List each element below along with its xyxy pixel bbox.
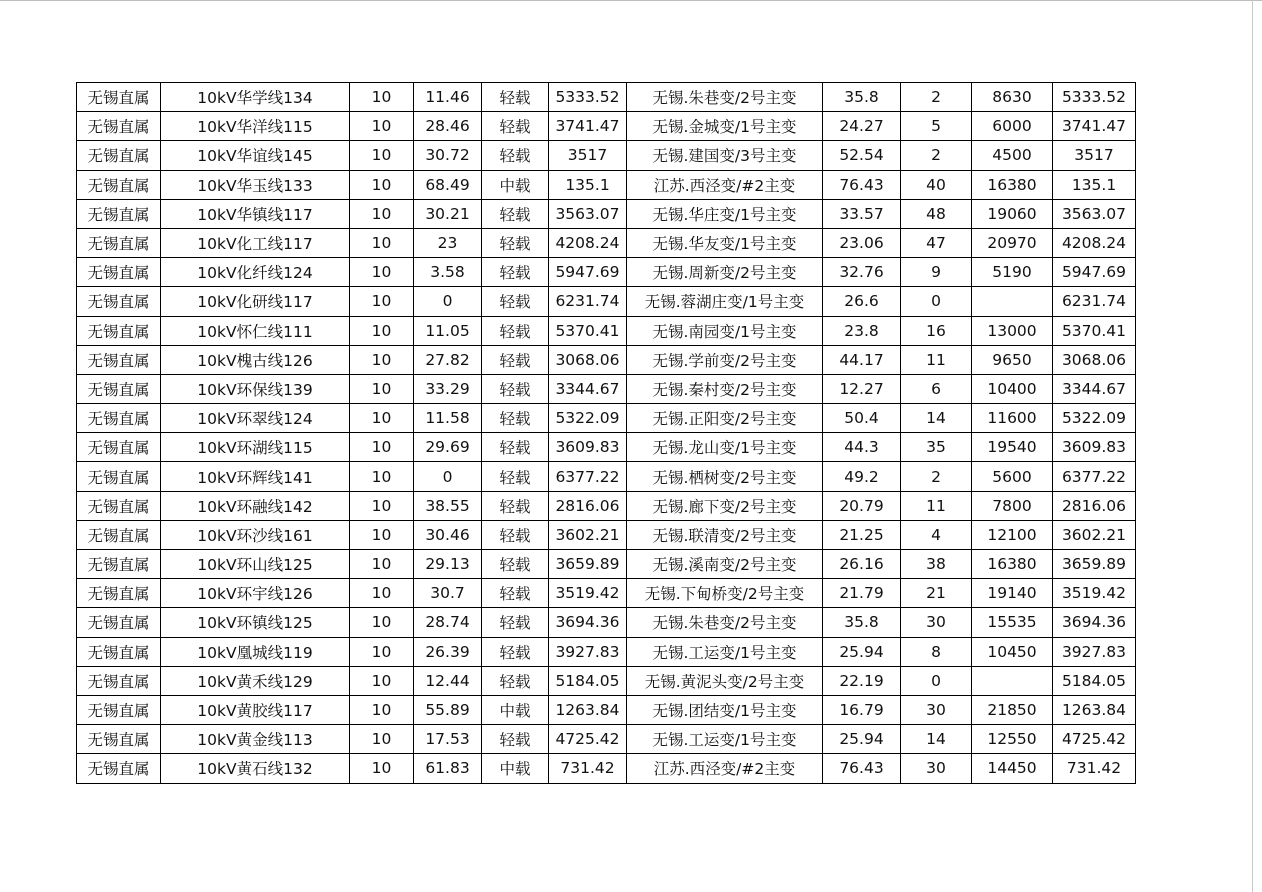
count-cell: 30 <box>901 695 972 724</box>
region-cell: 无锡直属 <box>77 316 161 345</box>
margin-cell: 5184.05 <box>1053 666 1136 695</box>
feeder-line-cell: 10kV环宇线126 <box>161 579 350 608</box>
table-row <box>77 695 1136 724</box>
voltage-cell: 10 <box>350 141 414 170</box>
feeder-line-cell: 10kV黄禾线129 <box>161 666 350 695</box>
load-rate-cell: 11.05 <box>414 316 482 345</box>
region-cell: 无锡直属 <box>77 374 161 403</box>
feeder-line-cell: 10kV环山线125 <box>161 550 350 579</box>
capacity-cell: 3609.83 <box>549 433 627 462</box>
capacity-total-cell: 10450 <box>972 637 1053 666</box>
capacity-total-cell: 6000 <box>972 112 1053 141</box>
count-cell: 2 <box>901 462 972 491</box>
load-rate-cell: 0 <box>414 462 482 491</box>
margin-cell: 5947.69 <box>1053 258 1136 287</box>
load-rate-cell: 30.21 <box>414 199 482 228</box>
load-status-cell: 轻载 <box>482 258 549 287</box>
capacity-total-cell: 15535 <box>972 608 1053 637</box>
capacity-total-cell: 19060 <box>972 199 1053 228</box>
count-cell: 0 <box>901 287 972 316</box>
feeder-line-cell: 10kV化研线117 <box>161 287 350 316</box>
substation-transformer-cell: 无锡.黄泥头变/2号主变 <box>627 666 823 695</box>
capacity-total-cell: 12100 <box>972 520 1053 549</box>
count-cell: 2 <box>901 141 972 170</box>
count-cell: 35 <box>901 433 972 462</box>
capacity-cell: 3927.83 <box>549 637 627 666</box>
capacity-cell: 3563.07 <box>549 199 627 228</box>
voltage-cell: 10 <box>350 579 414 608</box>
transformer-load-cell: 22.19 <box>823 666 901 695</box>
table-row <box>77 112 1136 141</box>
table-row <box>77 579 1136 608</box>
margin-cell: 4208.24 <box>1053 228 1136 257</box>
load-status-cell: 中载 <box>482 754 549 783</box>
load-status-cell: 轻载 <box>482 579 549 608</box>
region-cell: 无锡直属 <box>77 550 161 579</box>
substation-transformer-cell: 无锡.工运变/1号主变 <box>627 725 823 754</box>
region-cell: 无锡直属 <box>77 725 161 754</box>
page-right-border <box>1252 0 1253 892</box>
region-cell: 无锡直属 <box>77 637 161 666</box>
capacity-cell: 5947.69 <box>549 258 627 287</box>
feeder-line-cell: 10kV黄金线113 <box>161 725 350 754</box>
transformer-load-cell: 25.94 <box>823 725 901 754</box>
feeder-line-cell: 10kV化工线117 <box>161 228 350 257</box>
load-status-cell: 轻载 <box>482 316 549 345</box>
capacity-total-cell: 10400 <box>972 374 1053 403</box>
feeder-line-cell: 10kV凰城线119 <box>161 637 350 666</box>
feeder-line-cell: 10kV华学线134 <box>161 83 350 112</box>
table-row <box>77 258 1136 287</box>
region-cell: 无锡直属 <box>77 141 161 170</box>
load-status-cell: 轻载 <box>482 550 549 579</box>
substation-transformer-cell: 无锡.朱巷变/2号主变 <box>627 83 823 112</box>
region-cell: 无锡直属 <box>77 433 161 462</box>
capacity-cell: 1263.84 <box>549 695 627 724</box>
voltage-cell: 10 <box>350 404 414 433</box>
voltage-cell: 10 <box>350 374 414 403</box>
transformer-load-cell: 26.6 <box>823 287 901 316</box>
margin-cell: 4725.42 <box>1053 725 1136 754</box>
region-cell: 无锡直属 <box>77 287 161 316</box>
region-cell: 无锡直属 <box>77 199 161 228</box>
voltage-cell: 10 <box>350 316 414 345</box>
margin-cell: 3068.06 <box>1053 345 1136 374</box>
substation-transformer-cell: 无锡.廊下变/2号主变 <box>627 491 823 520</box>
table-row <box>77 374 1136 403</box>
load-status-cell: 轻载 <box>482 345 549 374</box>
load-rate-cell: 11.58 <box>414 404 482 433</box>
feeder-line-cell: 10kV环镇线125 <box>161 608 350 637</box>
load-rate-cell: 3.58 <box>414 258 482 287</box>
substation-transformer-cell: 无锡.团结变/1号主变 <box>627 695 823 724</box>
load-rate-cell: 27.82 <box>414 345 482 374</box>
table-row <box>77 404 1136 433</box>
feeder-line-cell: 10kV怀仁线111 <box>161 316 350 345</box>
table-row <box>77 550 1136 579</box>
transformer-load-cell: 76.43 <box>823 754 901 783</box>
margin-cell: 6231.74 <box>1053 287 1136 316</box>
count-cell: 14 <box>901 404 972 433</box>
voltage-cell: 10 <box>350 608 414 637</box>
region-cell: 无锡直属 <box>77 112 161 141</box>
load-rate-cell: 26.39 <box>414 637 482 666</box>
feeder-line-cell: 10kV化纤线124 <box>161 258 350 287</box>
load-rate-cell: 29.13 <box>414 550 482 579</box>
capacity-cell: 5184.05 <box>549 666 627 695</box>
substation-transformer-cell: 无锡.正阳变/2号主变 <box>627 404 823 433</box>
table-row <box>77 491 1136 520</box>
capacity-cell: 3659.89 <box>549 550 627 579</box>
feeder-line-cell: 10kV环翠线124 <box>161 404 350 433</box>
capacity-total-cell: 21850 <box>972 695 1053 724</box>
feeder-line-cell: 10kV环湖线115 <box>161 433 350 462</box>
count-cell: 48 <box>901 199 972 228</box>
margin-cell: 2816.06 <box>1053 491 1136 520</box>
feeder-line-cell: 10kV华镇线117 <box>161 199 350 228</box>
feeder-line-cell: 10kV华洋线115 <box>161 112 350 141</box>
substation-transformer-cell: 无锡.南园变/1号主变 <box>627 316 823 345</box>
capacity-cell: 3068.06 <box>549 345 627 374</box>
transformer-load-cell: 44.3 <box>823 433 901 462</box>
substation-transformer-cell: 无锡.栖树变/2号主变 <box>627 462 823 491</box>
substation-transformer-cell: 江苏.西泾变/#2主变 <box>627 170 823 199</box>
transformer-load-cell: 16.79 <box>823 695 901 724</box>
count-cell: 0 <box>901 666 972 695</box>
voltage-cell: 10 <box>350 695 414 724</box>
feeder-line-cell: 10kV华玉线133 <box>161 170 350 199</box>
margin-cell: 5333.52 <box>1053 83 1136 112</box>
count-cell: 6 <box>901 374 972 403</box>
capacity-cell: 3519.42 <box>549 579 627 608</box>
region-cell: 无锡直属 <box>77 666 161 695</box>
capacity-cell: 3741.47 <box>549 112 627 141</box>
count-cell: 9 <box>901 258 972 287</box>
capacity-total-cell: 20970 <box>972 228 1053 257</box>
load-rate-cell: 12.44 <box>414 666 482 695</box>
transformer-load-cell: 20.79 <box>823 491 901 520</box>
margin-cell: 3741.47 <box>1053 112 1136 141</box>
substation-transformer-cell: 无锡.联清变/2号主变 <box>627 520 823 549</box>
voltage-cell: 10 <box>350 754 414 783</box>
feeder-line-cell: 10kV槐古线126 <box>161 345 350 374</box>
table-row <box>77 345 1136 374</box>
margin-cell: 731.42 <box>1053 754 1136 783</box>
margin-cell: 5370.41 <box>1053 316 1136 345</box>
margin-cell: 1263.84 <box>1053 695 1136 724</box>
feeder-line-cell: 10kV环融线142 <box>161 491 350 520</box>
substation-transformer-cell: 无锡.秦村变/2号主变 <box>627 374 823 403</box>
capacity-total-cell: 7800 <box>972 491 1053 520</box>
voltage-cell: 10 <box>350 637 414 666</box>
table-row <box>77 83 1136 112</box>
load-rate-cell: 17.53 <box>414 725 482 754</box>
count-cell: 11 <box>901 491 972 520</box>
transformer-load-cell: 12.27 <box>823 374 901 403</box>
feeder-line-cell: 10kV黄石线132 <box>161 754 350 783</box>
capacity-total-cell: 19540 <box>972 433 1053 462</box>
count-cell: 30 <box>901 754 972 783</box>
feeder-line-cell: 10kV环辉线141 <box>161 462 350 491</box>
voltage-cell: 10 <box>350 345 414 374</box>
region-cell: 无锡直属 <box>77 83 161 112</box>
margin-cell: 3517 <box>1053 141 1136 170</box>
load-rate-cell: 38.55 <box>414 491 482 520</box>
table-row <box>77 170 1136 199</box>
transformer-load-cell: 23.06 <box>823 228 901 257</box>
count-cell: 21 <box>901 579 972 608</box>
load-rate-cell: 55.89 <box>414 695 482 724</box>
capacity-cell: 731.42 <box>549 754 627 783</box>
substation-transformer-cell: 无锡.学前变/2号主变 <box>627 345 823 374</box>
capacity-cell: 5322.09 <box>549 404 627 433</box>
capacity-total-cell: 8630 <box>972 83 1053 112</box>
count-cell: 2 <box>901 83 972 112</box>
capacity-total-cell: 19140 <box>972 579 1053 608</box>
load-rate-cell: 30.7 <box>414 579 482 608</box>
voltage-cell: 10 <box>350 170 414 199</box>
transformer-load-cell: 33.57 <box>823 199 901 228</box>
count-cell: 8 <box>901 637 972 666</box>
page-top-border <box>0 0 1262 1</box>
count-cell: 11 <box>901 345 972 374</box>
table-body <box>77 83 1136 784</box>
capacity-cell: 3517 <box>549 141 627 170</box>
voltage-cell: 10 <box>350 258 414 287</box>
transformer-load-cell: 35.8 <box>823 83 901 112</box>
transformer-load-cell: 21.79 <box>823 579 901 608</box>
region-cell: 无锡直属 <box>77 462 161 491</box>
count-cell: 47 <box>901 228 972 257</box>
region-cell: 无锡直属 <box>77 754 161 783</box>
count-cell: 4 <box>901 520 972 549</box>
margin-cell: 135.1 <box>1053 170 1136 199</box>
capacity-total-cell: 5190 <box>972 258 1053 287</box>
table-row <box>77 637 1136 666</box>
transformer-load-cell: 23.8 <box>823 316 901 345</box>
capacity-cell: 5370.41 <box>549 316 627 345</box>
voltage-cell: 10 <box>350 287 414 316</box>
load-status-cell: 轻载 <box>482 666 549 695</box>
transformer-load-cell: 52.54 <box>823 141 901 170</box>
load-rate-cell: 28.74 <box>414 608 482 637</box>
capacity-total-cell: 14450 <box>972 754 1053 783</box>
capacity-cell: 3344.67 <box>549 374 627 403</box>
transformer-load-cell: 50.4 <box>823 404 901 433</box>
table-row <box>77 754 1136 783</box>
capacity-total-cell: 9650 <box>972 345 1053 374</box>
count-cell: 40 <box>901 170 972 199</box>
load-status-cell: 轻载 <box>482 491 549 520</box>
load-rate-cell: 68.49 <box>414 170 482 199</box>
margin-cell: 3927.83 <box>1053 637 1136 666</box>
capacity-total-cell: 16380 <box>972 170 1053 199</box>
voltage-cell: 10 <box>350 228 414 257</box>
voltage-cell: 10 <box>350 433 414 462</box>
capacity-total-cell <box>972 666 1053 695</box>
load-status-cell: 轻载 <box>482 520 549 549</box>
capacity-cell: 4725.42 <box>549 725 627 754</box>
transformer-load-cell: 35.8 <box>823 608 901 637</box>
transformer-load-cell: 76.43 <box>823 170 901 199</box>
table-row <box>77 287 1136 316</box>
substation-transformer-cell: 无锡.金城变/1号主变 <box>627 112 823 141</box>
voltage-cell: 10 <box>350 491 414 520</box>
voltage-cell: 10 <box>350 199 414 228</box>
table-row <box>77 608 1136 637</box>
table-row <box>77 433 1136 462</box>
margin-cell: 3344.67 <box>1053 374 1136 403</box>
load-status-cell: 轻载 <box>482 433 549 462</box>
load-status-cell: 轻载 <box>482 83 549 112</box>
region-cell: 无锡直属 <box>77 520 161 549</box>
load-rate-cell: 28.46 <box>414 112 482 141</box>
substation-transformer-cell: 无锡.溪南变/2号主变 <box>627 550 823 579</box>
load-status-cell: 轻载 <box>482 112 549 141</box>
count-cell: 5 <box>901 112 972 141</box>
region-cell: 无锡直属 <box>77 579 161 608</box>
substation-transformer-cell: 无锡.工运变/1号主变 <box>627 637 823 666</box>
region-cell: 无锡直属 <box>77 170 161 199</box>
capacity-total-cell: 13000 <box>972 316 1053 345</box>
region-cell: 无锡直属 <box>77 404 161 433</box>
table-row <box>77 228 1136 257</box>
voltage-cell: 10 <box>350 520 414 549</box>
load-status-cell: 轻载 <box>482 404 549 433</box>
feeder-load-table <box>76 82 1136 784</box>
substation-transformer-cell: 无锡.华庄变/1号主变 <box>627 199 823 228</box>
margin-cell: 3519.42 <box>1053 579 1136 608</box>
transformer-load-cell: 26.16 <box>823 550 901 579</box>
load-status-cell: 轻载 <box>482 199 549 228</box>
substation-transformer-cell: 无锡.蓉湖庄变/1号主变 <box>627 287 823 316</box>
load-status-cell: 轻载 <box>482 462 549 491</box>
load-status-cell: 轻载 <box>482 374 549 403</box>
margin-cell: 3602.21 <box>1053 520 1136 549</box>
load-status-cell: 轻载 <box>482 725 549 754</box>
capacity-cell: 2816.06 <box>549 491 627 520</box>
table-row <box>77 199 1136 228</box>
feeder-line-cell: 10kV环保线139 <box>161 374 350 403</box>
transformer-load-cell: 21.25 <box>823 520 901 549</box>
table-row <box>77 316 1136 345</box>
load-rate-cell: 33.29 <box>414 374 482 403</box>
count-cell: 14 <box>901 725 972 754</box>
transformer-load-cell: 44.17 <box>823 345 901 374</box>
count-cell: 30 <box>901 608 972 637</box>
capacity-total-cell: 16380 <box>972 550 1053 579</box>
count-cell: 38 <box>901 550 972 579</box>
transformer-load-cell: 49.2 <box>823 462 901 491</box>
load-status-cell: 轻载 <box>482 141 549 170</box>
load-rate-cell: 30.72 <box>414 141 482 170</box>
substation-transformer-cell: 无锡.龙山变/1号主变 <box>627 433 823 462</box>
feeder-line-cell: 10kV环沙线161 <box>161 520 350 549</box>
capacity-cell: 135.1 <box>549 170 627 199</box>
substation-transformer-cell: 无锡.下甸桥变/2号主变 <box>627 579 823 608</box>
capacity-total-cell <box>972 287 1053 316</box>
capacity-cell: 3694.36 <box>549 608 627 637</box>
capacity-total-cell: 12550 <box>972 725 1053 754</box>
load-rate-cell: 0 <box>414 287 482 316</box>
voltage-cell: 10 <box>350 725 414 754</box>
region-cell: 无锡直属 <box>77 491 161 520</box>
feeder-line-cell: 10kV黄胶线117 <box>161 695 350 724</box>
load-rate-cell: 29.69 <box>414 433 482 462</box>
region-cell: 无锡直属 <box>77 258 161 287</box>
region-cell: 无锡直属 <box>77 695 161 724</box>
table-row <box>77 141 1136 170</box>
capacity-cell: 6377.22 <box>549 462 627 491</box>
voltage-cell: 10 <box>350 462 414 491</box>
transformer-load-cell: 25.94 <box>823 637 901 666</box>
substation-transformer-cell: 无锡.华友变/1号主变 <box>627 228 823 257</box>
capacity-total-cell: 4500 <box>972 141 1053 170</box>
region-cell: 无锡直属 <box>77 228 161 257</box>
voltage-cell: 10 <box>350 666 414 695</box>
capacity-total-cell: 11600 <box>972 404 1053 433</box>
voltage-cell: 10 <box>350 550 414 579</box>
load-status-cell: 轻载 <box>482 228 549 257</box>
load-status-cell: 轻载 <box>482 608 549 637</box>
margin-cell: 3563.07 <box>1053 199 1136 228</box>
table-row <box>77 462 1136 491</box>
load-status-cell: 轻载 <box>482 287 549 316</box>
table-row <box>77 520 1136 549</box>
load-status-cell: 轻载 <box>482 637 549 666</box>
capacity-total-cell: 5600 <box>972 462 1053 491</box>
load-status-cell: 中载 <box>482 170 549 199</box>
load-status-cell: 中载 <box>482 695 549 724</box>
capacity-cell: 6231.74 <box>549 287 627 316</box>
load-rate-cell: 23 <box>414 228 482 257</box>
load-rate-cell: 11.46 <box>414 83 482 112</box>
substation-transformer-cell: 无锡.周新变/2号主变 <box>627 258 823 287</box>
voltage-cell: 10 <box>350 112 414 141</box>
margin-cell: 3694.36 <box>1053 608 1136 637</box>
table-row <box>77 666 1136 695</box>
capacity-cell: 5333.52 <box>549 83 627 112</box>
region-cell: 无锡直属 <box>77 608 161 637</box>
margin-cell: 5322.09 <box>1053 404 1136 433</box>
capacity-cell: 4208.24 <box>549 228 627 257</box>
table-row <box>77 725 1136 754</box>
load-rate-cell: 30.46 <box>414 520 482 549</box>
count-cell: 16 <box>901 316 972 345</box>
feeder-line-cell: 10kV华谊线145 <box>161 141 350 170</box>
substation-transformer-cell: 无锡.朱巷变/2号主变 <box>627 608 823 637</box>
margin-cell: 3659.89 <box>1053 550 1136 579</box>
margin-cell: 6377.22 <box>1053 462 1136 491</box>
substation-transformer-cell: 无锡.建国变/3号主变 <box>627 141 823 170</box>
transformer-load-cell: 24.27 <box>823 112 901 141</box>
margin-cell: 3609.83 <box>1053 433 1136 462</box>
voltage-cell: 10 <box>350 83 414 112</box>
region-cell: 无锡直属 <box>77 345 161 374</box>
load-rate-cell: 61.83 <box>414 754 482 783</box>
substation-transformer-cell: 江苏.西泾变/#2主变 <box>627 754 823 783</box>
transformer-load-cell: 32.76 <box>823 258 901 287</box>
capacity-cell: 3602.21 <box>549 520 627 549</box>
